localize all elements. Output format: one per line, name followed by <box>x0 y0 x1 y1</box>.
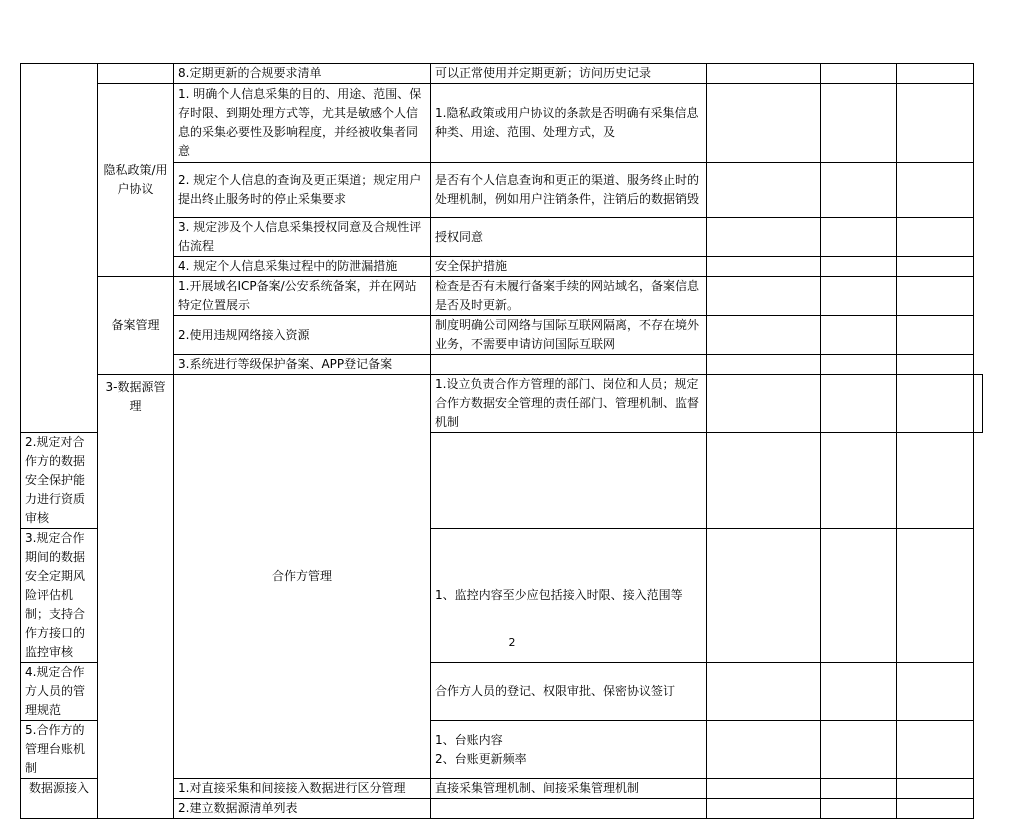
subsection-cell-continued <box>98 64 174 84</box>
blank-cell <box>821 257 897 277</box>
blank-cell <box>821 433 897 529</box>
item-cell: 3. 规定涉及个人信息采集授权同意及合规性评估流程 <box>174 218 431 257</box>
subsection-filing-management: 备案管理 <box>98 277 174 375</box>
check-cell: 授权同意 <box>431 218 707 257</box>
check-cell: 直接采集管理机制、间接采集管理机制 <box>431 779 707 799</box>
blank-cell <box>821 218 897 257</box>
item-cell: 2. 规定个人信息的查询及更正渠道；规定用户提出终止服务时的停止采集要求 <box>174 163 431 218</box>
item-cell: 1.对直接采集和间接接入数据进行区分管理 <box>174 779 431 799</box>
blank-cell <box>707 433 821 529</box>
blank-cell <box>897 84 974 163</box>
check-cell: 检查是否有未履行备案手续的网站域名，备案信息是否及时更新。 <box>431 277 707 316</box>
blank-cell <box>897 257 974 277</box>
blank-cell <box>821 721 897 779</box>
check-cell: 1、台账内容 2、台账更新频率 <box>431 721 707 779</box>
subsection-privacy-policy: 隐私政策/用户协议 <box>98 84 174 277</box>
blank-cell <box>707 64 821 84</box>
blank-cell <box>821 316 897 355</box>
blank-cell <box>897 64 974 84</box>
blank-cell <box>821 84 897 163</box>
blank-cell <box>707 316 821 355</box>
table-row <box>21 64 983 84</box>
blank-cell <box>821 163 897 218</box>
item-cell: 1. 明确个人信息采集的目的、用途、范围、保存时限、到期处理方式等，尤其是敏感个人信息的采集必要性及影响程度，并经被收集者同意 <box>174 84 431 163</box>
item-cell: 2.使用违规网络接入资源 <box>174 316 431 355</box>
blank-cell <box>897 779 974 799</box>
item-cell: 2.建立数据源清单列表 <box>174 799 431 819</box>
check-cell <box>431 355 707 375</box>
item-cell: 2.规定对合作方的数据安全保护能力进行资质审核 <box>21 433 98 529</box>
blank-cell <box>897 433 974 529</box>
blank-cell <box>897 316 974 355</box>
item-cell: 1.设立负责合作方管理的部门、岗位和人员；规定合作方数据安全管理的责任部门、管理机制、监督机制 <box>431 375 707 433</box>
check-cell: 是否有个人信息查询和更正的渠道、服务终止时的处理机制，例如用户注销条件，注销后的数据销毁 <box>431 163 707 218</box>
blank-cell <box>897 277 974 316</box>
blank-cell <box>707 779 821 799</box>
blank-cell <box>897 355 974 375</box>
table-row <box>21 375 983 433</box>
blank-cell <box>707 163 821 218</box>
subsection-partner-management: 合作方管理 <box>174 375 431 779</box>
item-cell: 4.规定合作方人员的管理规范 <box>21 663 98 721</box>
check-cell: 合作方人员的登记、权限审批、保密协议签订 <box>431 663 707 721</box>
blank-cell <box>707 799 821 819</box>
blank-cell <box>821 799 897 819</box>
check-cell: 安全保护措施 <box>431 257 707 277</box>
blank-cell <box>897 163 974 218</box>
blank-cell <box>821 277 897 316</box>
blank-cell <box>821 375 897 433</box>
item-cell: 8.定期更新的合规要求清单 <box>174 64 431 84</box>
blank-cell <box>821 355 897 375</box>
table-row <box>21 277 983 316</box>
item-cell: 5.合作方的管理台账机制 <box>21 721 98 779</box>
blank-cell <box>707 218 821 257</box>
check-cell <box>707 375 821 433</box>
blank-cell <box>707 84 821 163</box>
item-cell: 1.开展域名ICP备案/公安系统备案，并在网站特定位置展示 <box>174 277 431 316</box>
blank-cell <box>974 375 983 433</box>
compliance-checklist-table <box>20 63 983 819</box>
check-cell: 1、监控内容至少应包括接入时限、接入范围等 <box>431 529 707 663</box>
check-cell: 可以正常使用并定期更新；访问历史记录 <box>431 64 707 84</box>
page-number: 2 <box>508 636 516 649</box>
check-cell: 制度明确公司网络与国际互联网隔离，不存在境外业务，不需要申请访问国际互联网 <box>431 316 707 355</box>
subsection-data-source-access: 数据源接入 <box>21 779 98 819</box>
blank-cell <box>821 779 897 799</box>
blank-cell <box>821 64 897 84</box>
blank-cell <box>897 721 974 779</box>
item-cell: 3.系统进行等级保护备案、APP登记备案 <box>174 355 431 375</box>
blank-cell <box>707 663 821 721</box>
item-cell: 4. 规定个人信息采集过程中的防泄漏措施 <box>174 257 431 277</box>
blank-cell <box>897 799 974 819</box>
section-data-source-management: 3-数据源管理 <box>98 375 174 819</box>
check-cell <box>431 799 707 819</box>
blank-cell <box>897 375 974 433</box>
blank-cell <box>897 218 974 257</box>
blank-cell <box>707 355 821 375</box>
blank-cell <box>707 277 821 316</box>
blank-cell <box>897 663 974 721</box>
blank-cell <box>707 721 821 779</box>
check-cell <box>431 433 707 529</box>
blank-cell <box>821 663 897 721</box>
table-row <box>21 84 983 163</box>
blank-cell <box>707 257 821 277</box>
item-cell: 3.规定合作期间的数据安全定期风险评估机制；支持合作方接口的监控审核 <box>21 529 98 663</box>
section-cell-continued <box>21 64 98 433</box>
check-cell: 1.隐私政策或用户协议的条款是否明确有采集信息种类、用途、范围、处理方式，及 <box>431 84 707 163</box>
